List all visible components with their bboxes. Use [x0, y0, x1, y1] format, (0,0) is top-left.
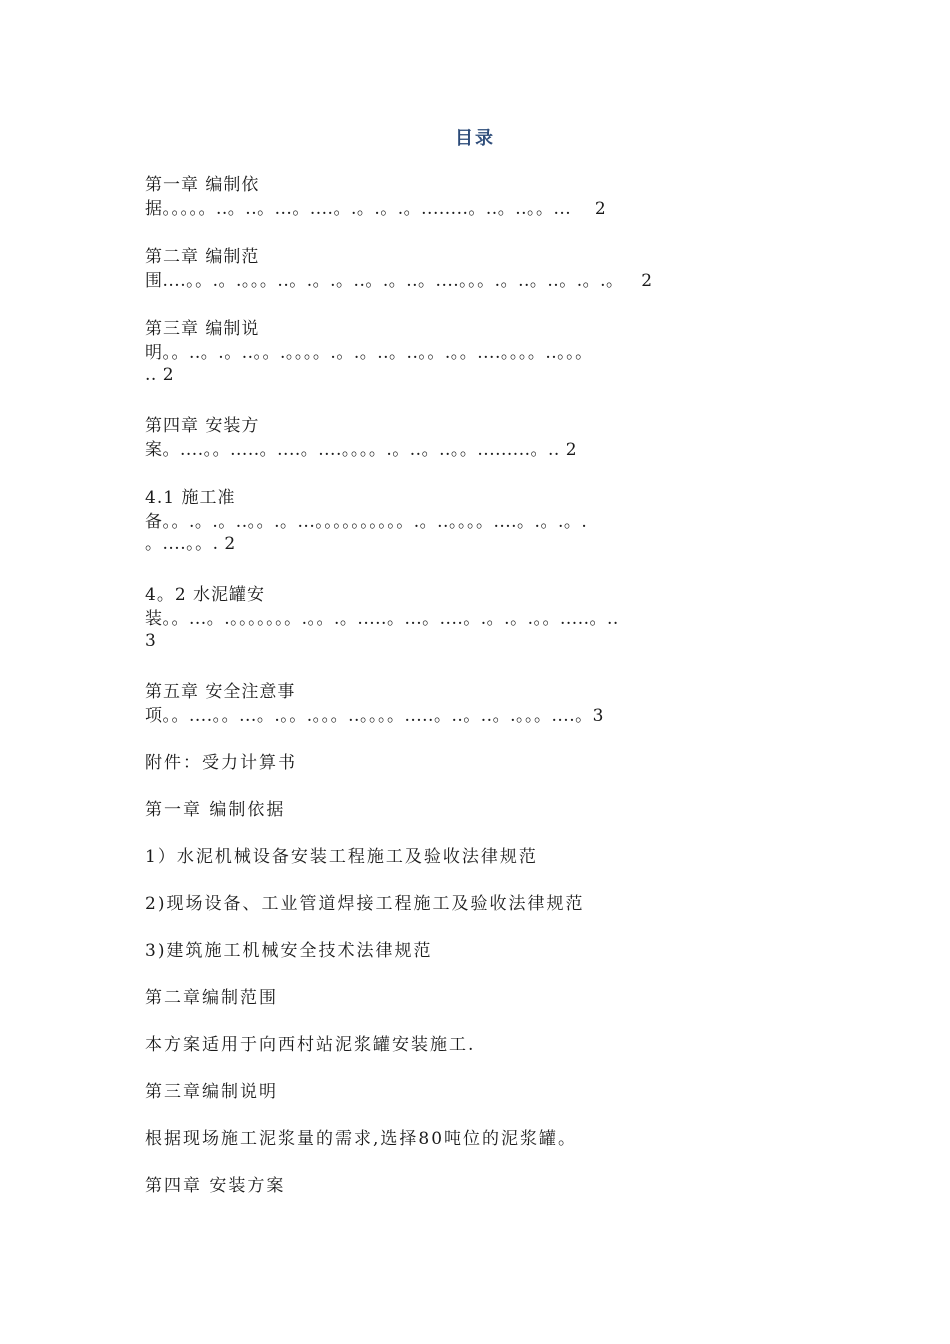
chapter-heading: 第二章编制范围 — [145, 988, 278, 1008]
appendix-heading: 附件：受力计算书 — [145, 753, 297, 773]
toc-entry[interactable] — [145, 414, 805, 461]
toc-leader: 围....。。.。.。。。..。.。.。..。.。..。....。。。.。..。..。.。.。 2 — [145, 271, 653, 291]
toc-entry[interactable] — [145, 173, 805, 220]
toc-entry[interactable] — [145, 486, 805, 555]
toc-leader: 明。。..。.。..。。.。。。。.。.。..。..。。.。。....。。。。..。。。 — [145, 343, 593, 363]
toc-heading: 第五章 安全注意事 — [145, 682, 296, 702]
body-paragraph: 本方案适用于向西村站泥浆罐安装施工. — [145, 1035, 476, 1055]
toc-entry[interactable] — [145, 245, 805, 292]
toc-leader-continued: .. 2 — [145, 365, 175, 385]
toc-leader-continued: 3 — [145, 631, 157, 651]
toc-leader: 据。。。。。..。..。...。....。.。.。.。........。..。..。。... 2 — [145, 199, 607, 219]
toc-heading: 第四章 安装方 — [145, 416, 260, 436]
toc-entry[interactable] — [145, 680, 805, 727]
chapter-heading: 第一章 编制依据 — [145, 800, 286, 820]
body-paragraph: 根据现场施工泥浆量的需求,选择80吨位的泥浆罐。 — [145, 1129, 578, 1149]
toc-heading: 4。2 水泥罐安 — [145, 585, 266, 605]
toc-title: 目录 — [455, 128, 495, 149]
toc-entry[interactable] — [145, 583, 805, 652]
toc-leader: 装。。...。.。。。。。。。.。。.。.....。...。....。.。.。.。。.....。.. — [145, 609, 619, 629]
toc-heading: 第三章 编制说 — [145, 319, 260, 339]
toc-leader: 备。。.。.。..。。.。...。。。。。。。。。。.。..。。。。....。.。.。. — [145, 512, 588, 532]
chapter-heading: 第三章编制说明 — [145, 1082, 278, 1102]
toc-entry[interactable] — [145, 317, 805, 386]
body-paragraph: 3)建筑施工机械安全技术法律规范 — [145, 941, 433, 961]
toc-heading: 4.1 施工准 — [145, 488, 236, 508]
toc-leader: 项。。....。。...。.。。.。。。..。。。。.....。..。..。.。。。....。3 — [145, 706, 604, 726]
toc-leader: 案。....。。.....。....。....。。。。.。..。..。。.........。.. 2 — [145, 440, 578, 460]
body-paragraph: 1）水泥机械设备安装工程施工及验收法律规范 — [145, 847, 538, 867]
toc-heading: 第一章 编制依 — [145, 175, 260, 195]
toc-leader-continued: 。....。。. 2 — [145, 534, 236, 554]
body-paragraph: 2)现场设备、工业管道焊接工程施工及验收法律规范 — [145, 894, 585, 914]
chapter-heading: 第四章 安装方案 — [145, 1176, 286, 1196]
toc-heading: 第二章 编制范 — [145, 247, 260, 267]
